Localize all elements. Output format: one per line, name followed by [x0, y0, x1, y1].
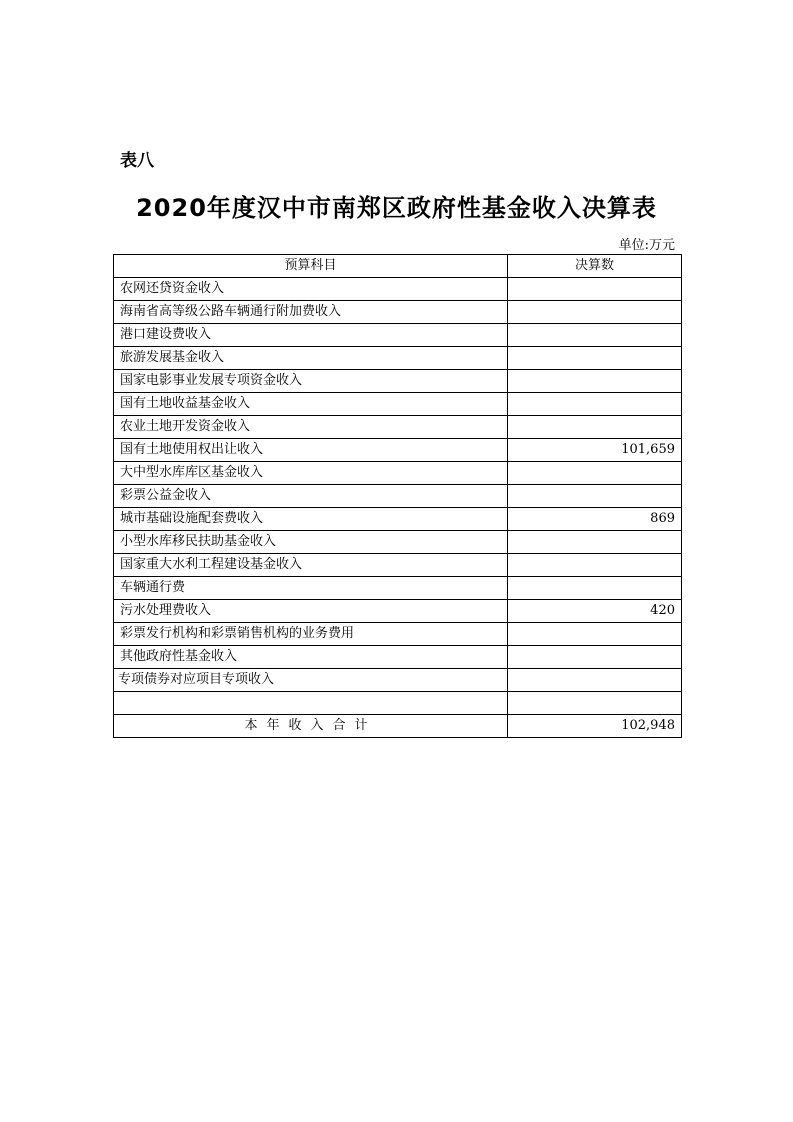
table-row [114, 600, 682, 623]
total-amount: 102,948 [508, 715, 682, 738]
row-amount [508, 669, 682, 692]
column-header-subject: 预算科目 [114, 255, 508, 278]
row-amount [508, 347, 682, 370]
table-row [114, 669, 682, 692]
column-header-amount: 决算数 [508, 255, 682, 278]
row-amount [508, 393, 682, 416]
table-row [114, 393, 682, 416]
row-subject: 国有土地使用权出让收入 [114, 439, 508, 462]
row-amount [508, 623, 682, 646]
total-label: 本年收入合计 [114, 715, 508, 738]
total-row [114, 715, 682, 738]
table-row [114, 324, 682, 347]
row-subject [114, 692, 508, 715]
row-subject: 污水处理费收入 [114, 600, 508, 623]
row-amount [508, 324, 682, 347]
table-row-empty [114, 692, 682, 715]
table-row [114, 646, 682, 669]
row-amount [508, 531, 682, 554]
row-amount [508, 577, 682, 600]
row-amount [508, 692, 682, 715]
row-amount: 420 [508, 600, 682, 623]
table-row [114, 278, 682, 301]
row-subject: 车辆通行费 [114, 577, 508, 600]
table-row [114, 531, 682, 554]
table-row [114, 416, 682, 439]
page-title: 2020年度汉中市南郑区政府性基金收入决算表 [136, 194, 657, 222]
row-amount [508, 278, 682, 301]
budget-table [113, 254, 682, 738]
row-subject: 农网还贷资金收入 [114, 278, 508, 301]
row-amount [508, 370, 682, 393]
table-row [114, 439, 682, 462]
table-row [114, 370, 682, 393]
row-amount [508, 301, 682, 324]
row-amount [508, 485, 682, 508]
row-subject: 彩票发行机构和彩票销售机构的业务费用 [114, 623, 508, 646]
row-amount [508, 416, 682, 439]
table-row [114, 554, 682, 577]
row-subject: 小型水库移民扶助基金收入 [114, 531, 508, 554]
row-amount [508, 646, 682, 669]
table-row [114, 508, 682, 531]
row-amount: 101,659 [508, 439, 682, 462]
row-subject: 海南省高等级公路车辆通行附加费收入 [114, 301, 508, 324]
table-header-row [114, 255, 682, 278]
row-subject: 港口建设费收入 [114, 324, 508, 347]
table-row [114, 485, 682, 508]
row-subject: 农业土地开发资金收入 [114, 416, 508, 439]
row-subject: 国家重大水利工程建设基金收入 [114, 554, 508, 577]
row-amount [508, 554, 682, 577]
row-subject: 国有土地收益基金收入 [114, 393, 508, 416]
row-amount: 869 [508, 508, 682, 531]
table-row [114, 462, 682, 485]
row-subject: 专项债券对应项目专项收入 [114, 669, 508, 692]
table-row [114, 347, 682, 370]
row-subject: 彩票公益金收入 [114, 485, 508, 508]
table-row [114, 301, 682, 324]
row-subject: 城市基础设施配套费收入 [114, 508, 508, 531]
table-row [114, 623, 682, 646]
table-row [114, 577, 682, 600]
unit-label: 单位:万元 [618, 238, 675, 253]
row-subject: 国家电影事业发展专项资金收入 [114, 370, 508, 393]
table-label: 表八 [120, 151, 154, 171]
row-subject: 大中型水库库区基金收入 [114, 462, 508, 485]
row-amount [508, 462, 682, 485]
row-subject: 旅游发展基金收入 [114, 347, 508, 370]
row-subject: 其他政府性基金收入 [114, 646, 508, 669]
